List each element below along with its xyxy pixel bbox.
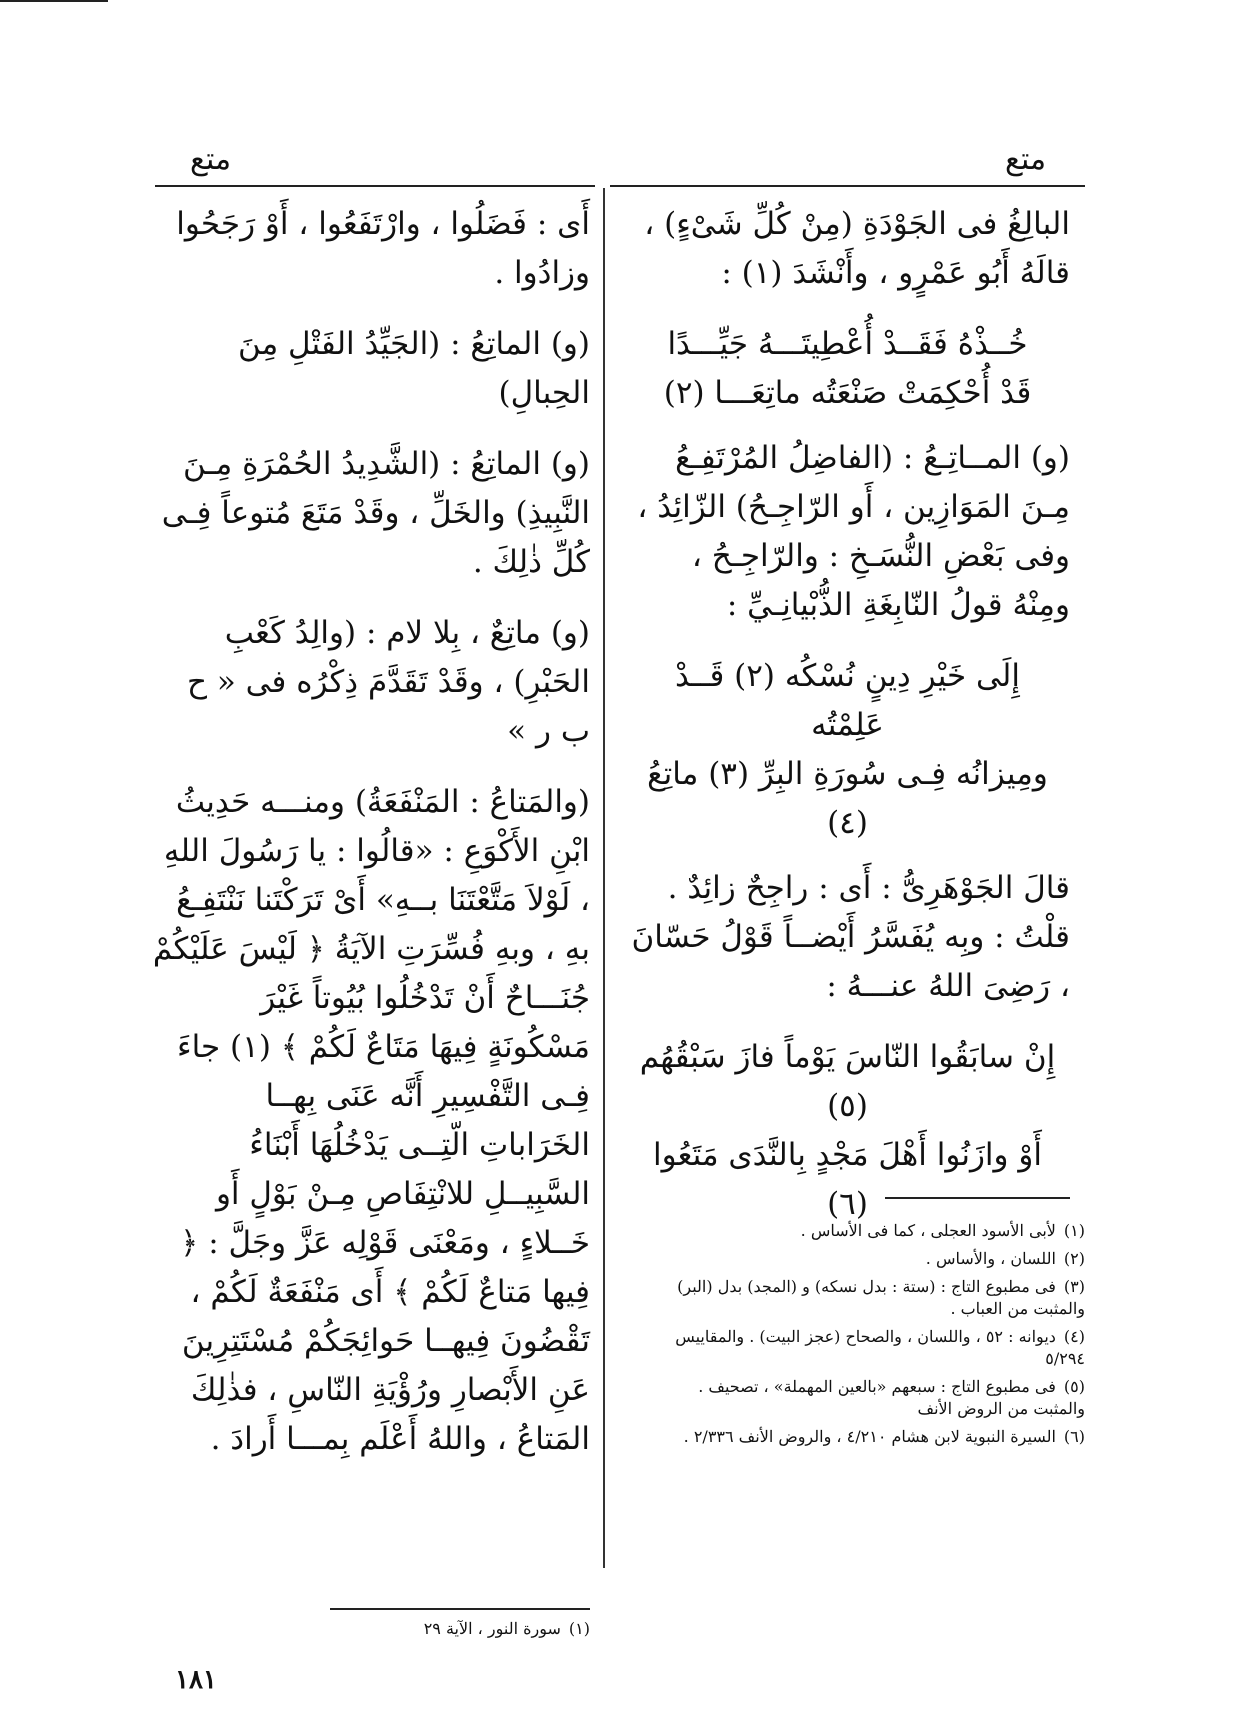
footnote-text: فى مطبوع التاج : (ستة : بدل نسكه) و (المجد) بدل (البر) والمثبت من العباب .	[677, 1277, 1085, 1318]
column-divider	[603, 188, 605, 1568]
paragraph: أَى : فَضَلُوا ، وارْتَفَعُوا ، أَوْ رَجَحُوا وزادُوا .	[176, 206, 590, 291]
header-rule-right	[610, 185, 1085, 187]
footnote-number: (٥)	[1063, 1377, 1085, 1396]
footnote-text: سورة النور ، الآية ٢٩	[423, 1619, 561, 1638]
paragraph: قالَ الجَوْهَرِىُّ : أَى : راجِحٌ زائِدٌ . قلْتُ : وبِه يُفَسَّرُ أَيْضــاً قَوْلُ حَسّانَ ، رَضِىَ اللهُ عنـــهُ :	[631, 870, 1070, 1004]
footnote	[665, 1376, 1085, 1420]
left-column	[150, 200, 590, 1486]
footnote-number: (٣)	[1063, 1277, 1085, 1296]
footnote	[665, 1326, 1085, 1370]
verse-line: إِنْ سابَقُوا النّاسَ يَوْماً فازَ سَبْقُهُم (٥)	[639, 1039, 1056, 1124]
header-rule-left	[155, 185, 595, 187]
footnote-rule-right	[885, 1197, 1070, 1199]
paragraph: البالِغُ فى الجَوْدَةِ (مِنْ كُلِّ شَىْءٍ) ، قالَهُ أَبُو عَمْرٍو ، وأَنْشَدَ (١) :	[644, 206, 1070, 291]
footnote	[665, 1220, 1085, 1242]
paragraph: (والمَتاعُ : المَنْفَعَةُ) ومنـــه حَدِيثُ ابْنِ الأَكْوَعِ : «قالُوا : يا رَسُولَ اللهِ ، لَوْلاَ مَتَّعْتَنَا بــهِ» أَىْ تَرَكْتَنا نَنْتَفِـعُ بهِ ، وبهِ فُسِّرَتِ الآيَةُ ﴿ لَيْسَ عَلَيْكُمْ جُنَـــاحٌ أَنْ تَدْخُلُوا بُيُوتاً غَيْرَ مَسْكُونَةٍ فِيهَا مَتَاعٌ لَكُمْ ﴾ (١) جاءَ فِـى التَّفْسِيرِ أَنَّه عَنَى بِهــا الخَرَاباتِ الّتِــى يَدْخُلُهَا أَبْنَاءُ السَّبِيــلِ للانْتِفَاصِ مِـنْ بَوْلٍ أَو خَــلاءٍ ، ومَعْنَى قَوْلِه عَزَّ وجَلَّ : ﴿ فِيها مَتاعٌ لَكُمْ ﴾ أَى مَنْفَعَةٌ لَكُمْ ، تَقْضُونَ فِيهــا حَوائِجَكُمْ مُسْتَتِرِينَ عَنِ الأَبْصارِ ورُؤْيَةِ النّاسِ ، فذٰلِكَ المَتاعُ ، واللهُ أَعْلَم بِمـــا أَرادَ .	[152, 784, 590, 1457]
paragraph: (و) الماتِعُ : (الجَيِّدُ الفَتْلِ مِنَ الحِبالِ)	[238, 326, 590, 411]
paragraph: (و) الماتِعُ : (الشَّدِيدُ الحُمْرَةِ مِـنَ النَّبِيذِ) والخَلِّ ، وقَدْ مَتَعَ مُتوعاً فِـى كُلِّ ذٰلِكَ .	[161, 446, 590, 580]
paragraph: (و) ماتِعٌ ، بِلا لام : (والِدُ كَعْبِ الحَبْرِ) ، وقَدْ تَقَدَّمَ ذِكْرُه فى « ح ب ر »	[187, 615, 590, 749]
footnote-number: (٦)	[1063, 1427, 1085, 1446]
footnote-number: (٢)	[1063, 1249, 1085, 1268]
footnote-number: (١)	[568, 1619, 590, 1638]
verse-line: أَوْ وازَنُوا أَهْلَ مَجْدٍ بِالنَّدَى مَتَعُوا (٦)	[653, 1137, 1042, 1222]
page-number: ١٨١	[175, 1665, 217, 1695]
footnote-number: (٤)	[1063, 1327, 1085, 1346]
corner-scan-mark	[0, 0, 108, 2]
footnote-text: السيرة النبوية لابن هشام ٤/٢١٠ ، والروض الأنف ٢/٣٣٦ .	[683, 1427, 1056, 1446]
paragraph: (و) المــاتِـعُ : (الفاضِلُ المُرْتَفِـعُ مِـنَ المَوَازِين ، أَو الرّاجِـحُ) الزّائِدُ ، وفى بَعْضِ النُّسَـخِ : والرّاجِـحُ ، ومِنْهُ قولُ النّابِغَةِ الذُّبْيانِـيِّ :	[637, 440, 1070, 623]
footnote	[665, 1248, 1085, 1270]
verse-line: إِلَى خَيْرِ دِينٍ نُسْكُه (٢) قَــدْ عَلِمْتُه	[675, 658, 1020, 743]
running-header-right: متع	[1005, 142, 1047, 177]
footnote-text: لأبى الأسود العجلى ، كما فى الأساس .	[800, 1221, 1056, 1240]
footnote-text: ديوانه : ٥٢ ، واللسان ، والصحاح (عجز البيت) . والمقاييس ٥/٢٩٤	[675, 1327, 1085, 1368]
footnote	[665, 1276, 1085, 1320]
verse	[625, 320, 1070, 418]
footnotes-left	[330, 1618, 590, 1646]
verse	[625, 1033, 1070, 1229]
footnote-number: (١)	[1063, 1221, 1085, 1240]
verse	[625, 652, 1070, 848]
running-header-left: متع	[190, 142, 232, 177]
footnote-text: اللسان ، والأساس .	[925, 1249, 1056, 1268]
footnote	[665, 1426, 1085, 1448]
verse-line: خُــذْهُ فَقَــدْ أُعْطِيتَـــهُ جَيِّـــدًا	[667, 326, 1028, 362]
footnote	[330, 1618, 590, 1640]
verse-line: ومِيزانُه فِـى سُورَةِ البِرِّ (٣) ماتِعُ (٤)	[647, 756, 1048, 841]
footnote-rule-left	[330, 1608, 590, 1610]
footnote-text: فى مطبوع التاج : سبعهم «بالعين المهملة» ، تصحيف . والمثبت من الروض الأنف	[698, 1377, 1085, 1418]
right-column	[625, 200, 1070, 1245]
footnotes-right	[665, 1220, 1085, 1454]
verse-line: قَدْ أُحْكِمَتْ صَنْعَتُه ماتِعَـــا (٢)	[663, 375, 1032, 411]
